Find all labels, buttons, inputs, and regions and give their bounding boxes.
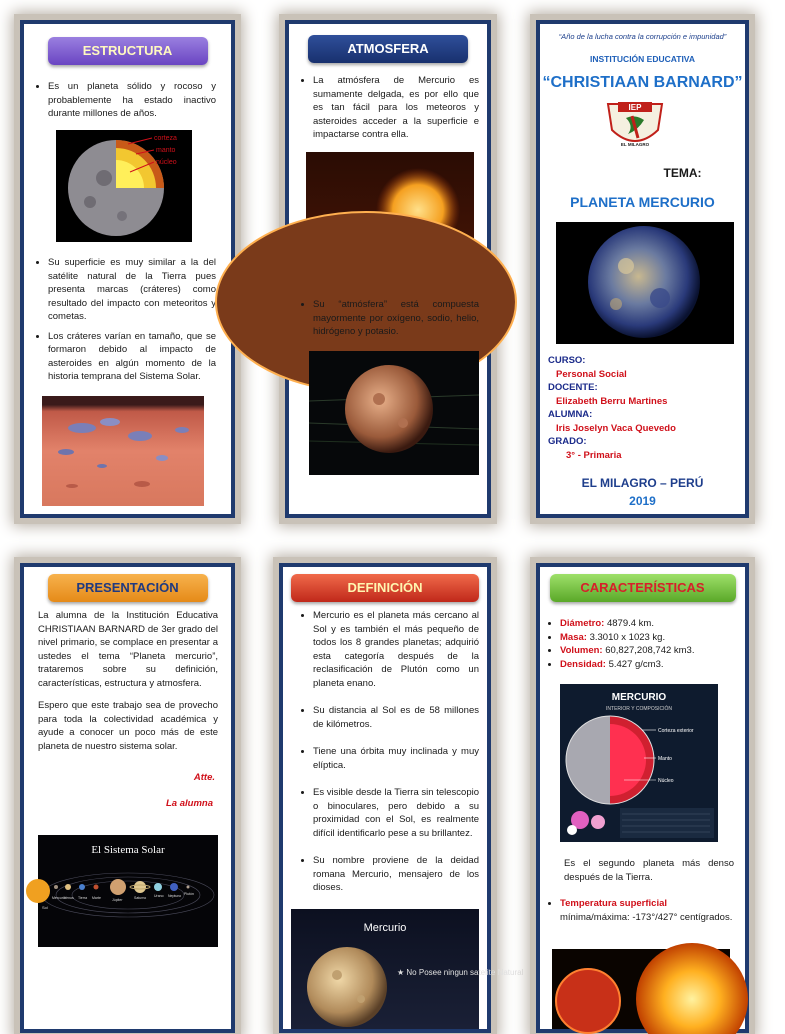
atte-text: Atte.	[193, 772, 215, 783]
panel-presentacion	[20, 563, 235, 1033]
atmosfera-title: ATMOSFERA	[308, 35, 468, 63]
panel-caracteristicas	[536, 563, 749, 1033]
curso-value: Personal Social	[556, 368, 627, 380]
grado-label: GRADO:	[548, 436, 587, 447]
estructura-text-2	[32, 256, 216, 390]
mercurio-caption: ★ No Posee ningun satelite Natural	[397, 968, 524, 977]
diagram-label-manto: manto	[156, 147, 176, 154]
mercurio-image-title: Mercurio	[363, 922, 407, 934]
panel-estructura	[20, 20, 235, 518]
solar-label: Venus	[64, 896, 74, 900]
atmosfera-text-2	[297, 298, 479, 345]
solar-label: Mercurio	[52, 896, 66, 900]
solar-label: Marte	[92, 896, 101, 900]
temperature-text	[544, 897, 740, 930]
diagram-label-corteza: corteza	[154, 135, 177, 142]
mercury-atmosphere-image	[309, 351, 479, 475]
tema-title: PLANETA MERCURIO	[570, 194, 715, 210]
interior-label-manto: Manto	[658, 756, 672, 762]
mercury-interior-image	[560, 684, 718, 842]
presentacion-para-1: La alumna de la Institución Educativa CHRISTIAAN BARNARD de 3er grado del nivel primario, se complace en presentar a ustedes el tema “Planeta mercurio”, trataremos sobre su definición, características, estructura y atmosfera.	[38, 610, 218, 689]
curso-label: CURSO:	[548, 355, 586, 366]
crater-surface-image	[42, 396, 204, 506]
list-item: • Es visible desde la Tierra sin telescopio o binoculares, pero debido a su proximidad con el Sol, es realmente difícil identificarlo pese a su brillantez.	[313, 786, 479, 840]
panel-atmosfera	[285, 20, 491, 518]
school-logo	[604, 100, 666, 152]
stat-item: • Diámetro: 4879.4 km.	[560, 617, 740, 631]
presentacion-title: PRESENTACIÓN	[48, 574, 208, 602]
list-item: • Su “atmósfera” está compuesta mayormente por oxígeno, sodio, helio, hidrógeno y potasio.	[313, 298, 479, 339]
place: EL MILAGRO – PERÚ	[581, 476, 704, 490]
alumna-label: ALUMNA:	[548, 409, 593, 420]
presentacion-para-2: Espero que este trabajo sea de provecho para toda la colectividad académica y ayude a conocer un poco más de este planeta de nuestro sistema solar.	[38, 700, 218, 752]
stat-item: • Densidad: 5.427 g/cm3.	[560, 658, 740, 672]
list-item: • Mercurio es el planeta más cercano al Sol y es también el más pequeño de todos los 8 grandes planetas; adquirió esta categoría después de la reclasificación de Plutón como un planeta enano.	[313, 609, 479, 690]
solar-label: Plutón	[184, 892, 194, 896]
stat-item: • Volumen: 60,827,208,742 km3.	[560, 644, 740, 658]
estructura-text-1	[32, 80, 216, 127]
logo-text: EL MILAGRO	[620, 142, 650, 147]
panel-definicion	[279, 563, 524, 1033]
school-name: “CHRISTIAAN BARNARD”	[542, 74, 743, 91]
solar-label: Neptuno	[168, 894, 182, 898]
signature-text: La alumna	[166, 798, 213, 809]
mercurio-image	[291, 909, 524, 1029]
docente-label: DOCENTE:	[548, 382, 598, 393]
list-item: • Tiene una órbita muy inclinada y muy elíptica.	[313, 745, 479, 772]
list-item: • Su superficie es muy similar a la del satélite natural de la Tierra pues presenta marcas (cráteres) como resultado del impacto con meteoritos y cometas.	[48, 256, 216, 324]
sun-mercury-image	[552, 949, 730, 1029]
solar-label: Tierra	[78, 896, 88, 900]
mercury-sun-image	[306, 152, 474, 284]
logo-letters: IEP	[628, 103, 642, 112]
interior-title: MERCURIO	[611, 692, 667, 703]
stats-list	[544, 617, 740, 671]
interior-label-corteza: Corteza exterior	[658, 728, 694, 734]
solar-label: Júpiter	[112, 898, 123, 902]
interior-subtitle: INTERIOR Y COMPOSICIÓN	[606, 706, 672, 712]
alumna-value: Iris Joselyn Vaca Quevedo	[556, 422, 676, 434]
solar-label: Sol	[42, 905, 48, 910]
estructura-title: ESTRUCTURA	[48, 37, 208, 65]
definicion-list	[297, 609, 479, 901]
solar-system-image	[38, 835, 218, 947]
diagram-label-nucleo: núcleo	[156, 159, 177, 166]
cover-info	[548, 354, 676, 462]
panel-cover	[536, 20, 749, 518]
list-item: • Su distancia al Sol es de 58 millones de kilómetros.	[313, 704, 479, 731]
docente-value: Elizabeth Berru Martines	[556, 395, 668, 407]
solar-title: El Sistema Solar	[91, 844, 165, 856]
list-item: • Es un planeta sólido y rocoso y probablemente ha estado inactivo durante millones de años.	[48, 80, 216, 121]
density-text: Es el segundo planeta más denso después de la Tierra.	[564, 858, 734, 883]
solar-label: Saturno	[134, 896, 147, 900]
atmosfera-text-1	[297, 74, 479, 148]
caracteristicas-title: CARACTERÍSTICAS	[550, 574, 736, 602]
definicion-title: DEFINICIÓN	[291, 574, 479, 602]
mercury-structure-image	[56, 130, 192, 242]
institution-label: INSTITUCIÓN EDUCATIVA	[590, 54, 695, 64]
list-item: • La atmósfera de Mercurio es sumamente delgada, es por ello que es tan fácil para los meteoros y asteroides acceder a la superficie e impactarse contra ella.	[313, 74, 479, 142]
motto: “Año de la lucha contra la corrupción e impunidad”	[558, 32, 727, 41]
list-item: • Su nombre proviene de la deidad romana Mercurio, mensajero de los dioses.	[313, 854, 479, 895]
list-item: • Los cráteres varían en tamaño, que se formaron debido al impacto de asteroides en algún momento de la historia temprana del Sistema Solar.	[48, 330, 216, 384]
grado-value: 3° - Primaria	[566, 449, 622, 461]
solar-label: Urano	[154, 894, 164, 898]
year: 2019	[629, 494, 656, 508]
list-item: • Temperatura superficial mínima/máxima: -173°/427° centígrados.	[560, 897, 740, 924]
mercury-planet-image	[556, 222, 734, 344]
stat-item: • Masa: 3.3010 x 1023 kg.	[560, 631, 740, 645]
tema-label: TEMA:	[663, 166, 702, 180]
interior-label-nucleo: Núcleo	[658, 778, 674, 784]
